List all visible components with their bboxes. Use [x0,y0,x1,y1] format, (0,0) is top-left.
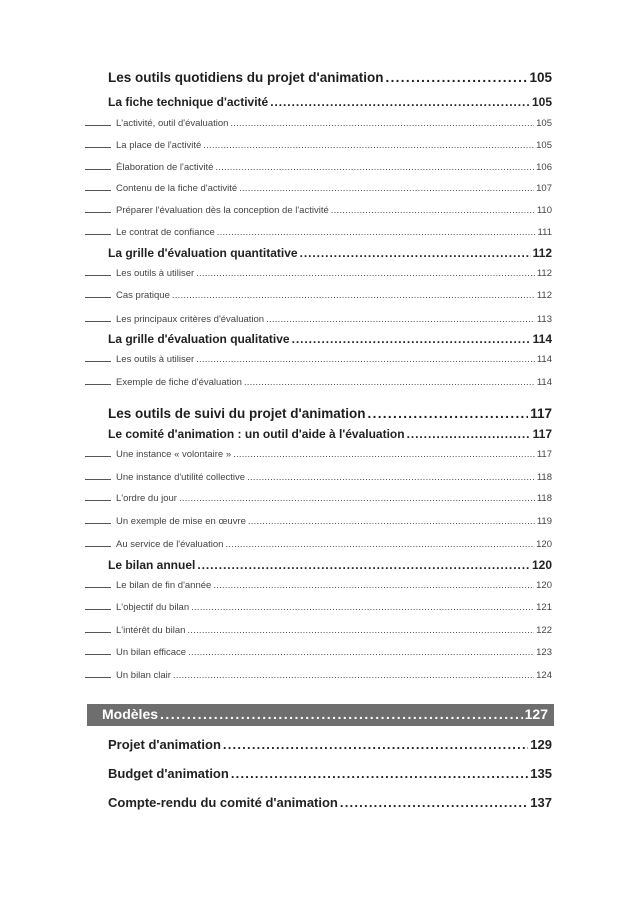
divider-rule [85,169,111,170]
toc-label: Les outils à utiliser [116,354,195,365]
divider-rule [85,456,111,457]
toc-page: 112 [536,290,552,301]
divider-rule [85,632,111,633]
toc-page: 117 [536,449,552,460]
toc-page: 117 [532,427,552,441]
toc-section-outils-suivi[interactable] [108,406,552,421]
divider-rule [85,234,111,235]
toc-label: Les principaux critères d'évaluation [116,314,265,325]
divider-rule [85,500,111,501]
toc-subentry[interactable] [116,516,552,527]
toc-subentry[interactable] [116,670,552,681]
toc-title: La fiche technique d'activité [108,95,269,109]
toc-label: Cas pratique [116,290,170,301]
toc-entry-modele[interactable] [108,766,552,781]
toc-page: 114 [532,332,552,346]
toc-subentry[interactable] [116,354,552,365]
toc-title: Budget d'animation [108,766,229,781]
toc-page: 121 [536,602,552,613]
toc-label: L'activité, outil d'évaluation [116,118,229,129]
toc-label: Une instance « volontaire » [116,449,232,460]
toc-page: 106 [536,162,552,173]
divider-rule [85,587,111,588]
toc-label: La place de l'activité [116,140,202,151]
toc-subentry[interactable] [116,647,552,658]
divider-rule [85,275,111,276]
toc-subentry[interactable] [116,449,552,460]
divider-rule [85,546,111,547]
toc-entry-grille-qualitative[interactable] [108,332,552,346]
divider-rule [85,361,111,362]
toc-subentry[interactable] [116,539,552,550]
toc-subentry[interactable] [116,227,552,238]
toc-page: 105 [536,118,552,129]
divider-rule [85,609,111,610]
divider-rule [85,384,111,385]
toc-page: 124 [536,670,552,681]
toc-entry-modele[interactable] [108,795,552,810]
toc-title: Le comité d'animation : un outil d'aide à l'évaluation [108,427,405,441]
divider-rule [85,297,111,298]
divider-rule [85,321,111,322]
toc-subentry[interactable] [116,118,552,129]
toc-label: Préparer l'évaluation dès la conception de l'activité [116,205,329,216]
toc-subentry[interactable] [116,580,552,591]
toc-subentry[interactable] [116,314,552,325]
toc-label: Le bilan de fin d'année [116,580,212,591]
toc-page: 111 [537,227,552,238]
toc-page: 114 [536,377,552,388]
divider-rule [85,190,111,191]
toc-label: Un bilan clair [116,670,171,681]
toc-subentry[interactable] [116,205,552,216]
toc-title: Projet d'animation [108,737,221,752]
toc-subentry[interactable] [116,183,552,194]
toc-title: Le bilan annuel [108,558,196,572]
toc-entry-comite[interactable] [108,427,552,441]
toc-subentry[interactable] [116,290,552,301]
toc-page: 112 [532,246,552,260]
toc-page: 117 [530,406,552,421]
toc-label: Le contrat de confiance [116,227,215,238]
toc-subentry[interactable] [116,140,552,151]
toc-label: Exemple de fiche d'évaluation [116,377,242,388]
toc-label: Élaboration de l'activité [116,162,214,173]
toc-page: 122 [536,625,552,636]
toc-entry-fiche-technique[interactable] [108,95,552,109]
toc-title: Les outils quotidiens du projet d'animation [108,70,384,85]
toc-page: 120 [536,580,552,591]
toc-page: 119 [536,516,552,527]
toc-title: La grille d'évaluation qualitative [108,332,290,346]
toc-title: Modèles [102,706,159,722]
toc-label: L'intérêt du bilan [116,625,186,636]
toc-title: La grille d'évaluation quantitative [108,246,298,260]
toc-page: 120 [536,539,552,550]
toc-section-modeles-bar [87,704,554,726]
divider-rule [85,212,111,213]
toc-label: Contenu de la fiche d'activité [116,183,238,194]
toc-page: 113 [536,314,552,325]
toc-subentry[interactable] [116,602,552,613]
toc-label: L'ordre du jour [116,493,177,504]
toc-page: 105 [536,140,552,151]
toc-label: Les outils à utiliser [116,268,195,279]
divider-rule [85,479,111,480]
toc-page: 110 [536,205,552,216]
toc-entry-modele[interactable] [108,737,552,752]
toc-page: 112 [536,268,552,279]
toc-label: Un exemple de mise en œuvre [116,516,246,527]
toc-subentry[interactable] [116,625,552,636]
toc-subentry[interactable] [116,268,552,279]
toc-page: 118 [536,493,552,504]
toc-page: 114 [536,354,552,365]
toc-entry-grille-quantitative[interactable] [108,246,552,260]
toc-entry-bilan-annuel[interactable] [108,558,552,572]
toc-page: 107 [536,183,552,194]
toc-label: L'objectif du bilan [116,602,190,613]
toc-label: Un bilan efficace [116,647,187,658]
toc-title: Les outils de suivi du projet d'animation [108,406,366,421]
toc-section-modeles[interactable] [102,706,548,722]
toc-page: 137 [530,795,552,810]
divider-rule [85,147,111,148]
toc-subentry[interactable] [116,377,552,388]
toc-label: Une instance d'utilité collective [116,472,246,483]
toc-page: 123 [536,647,552,658]
toc-page: 118 [536,472,552,483]
toc-subentry[interactable] [116,493,552,504]
toc-subentry[interactable] [116,472,552,483]
divider-rule [85,677,111,678]
toc-label: Au service de l'évaluation [116,539,224,550]
toc-page: 120 [531,558,552,572]
toc-page: 127 [524,706,548,722]
divider-rule [85,125,111,126]
divider-rule [85,523,111,524]
toc-page: 105 [529,70,552,85]
toc-page: 135 [530,766,552,781]
toc-title: Compte-rendu du comité d'animation [108,795,338,810]
toc-section-outils-quotidiens[interactable] [108,70,552,85]
toc-page: 129 [530,737,552,752]
toc-page: 105 [531,95,552,109]
toc-subentry[interactable] [116,162,552,173]
divider-rule [85,654,111,655]
